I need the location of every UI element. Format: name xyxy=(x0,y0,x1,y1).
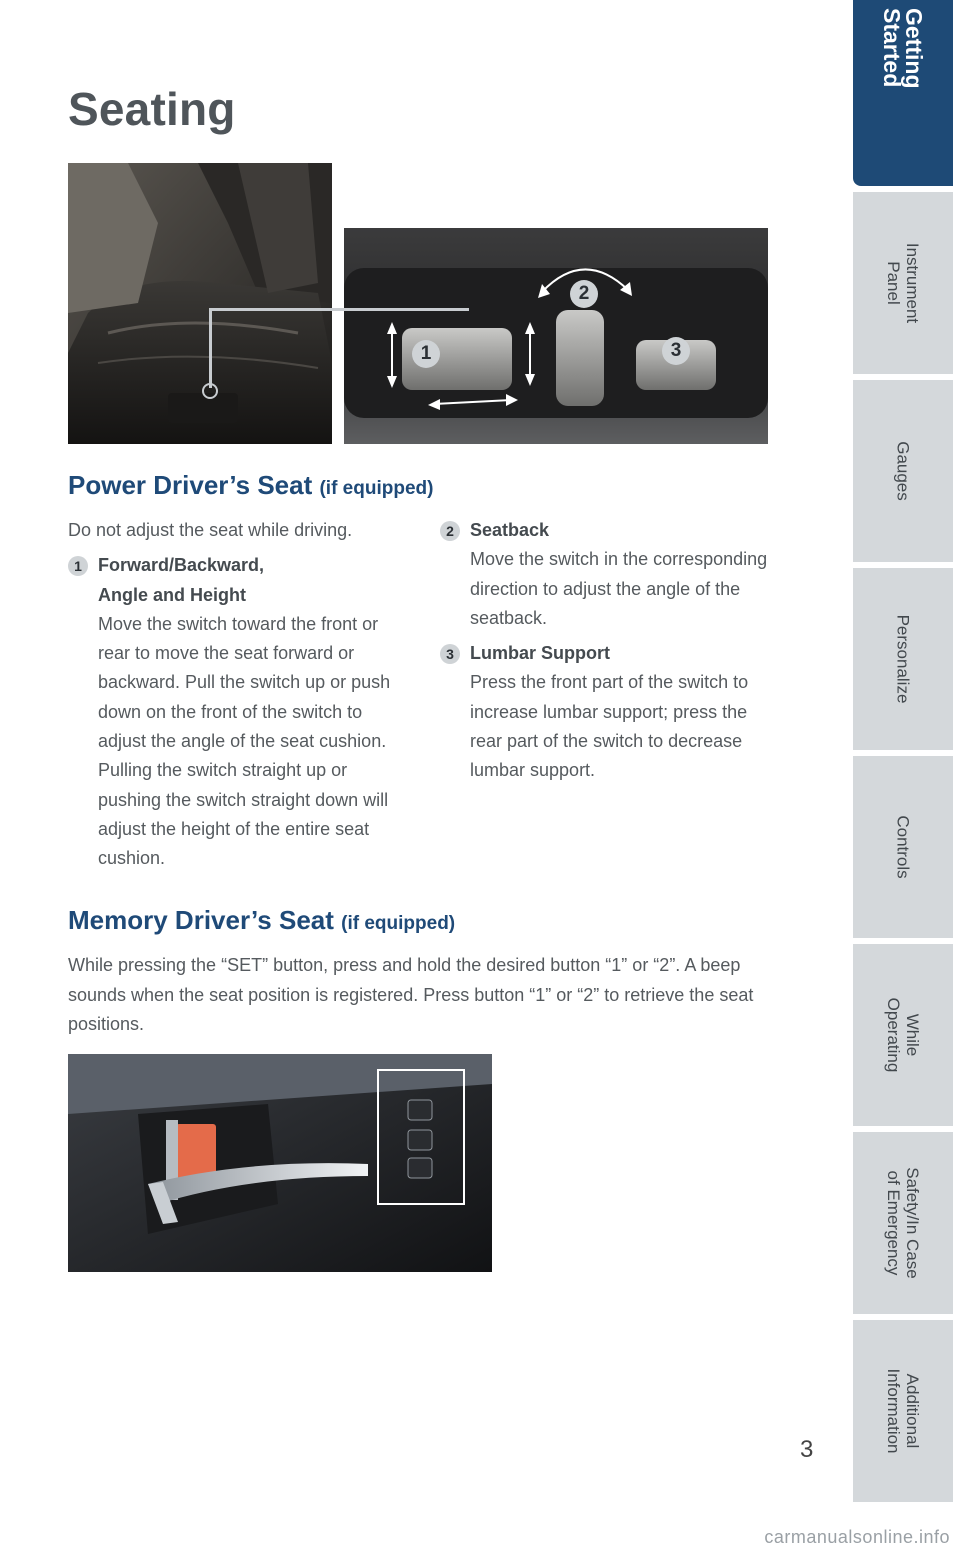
item-text: Press the front part of the switch to increase lumbar support; press the rear part of the switch to decrease lumbar support. xyxy=(470,672,749,781)
tab-while-operating[interactable] xyxy=(853,944,953,1126)
driver-seat-photo xyxy=(68,163,332,444)
item-title: Lumbar Support xyxy=(470,643,610,664)
item-number-2: 2 xyxy=(440,521,460,541)
door-memory-buttons-photo xyxy=(68,1054,492,1272)
memory-seat-heading xyxy=(68,905,455,936)
memory-seat-text: While pressing the “SET” button, press and hold the desired button “1” or “2”. A beep sounds when the seat position is registered. Press button “1” or “2” to retrieve the seat positions. xyxy=(68,955,754,1034)
tab-personalize[interactable] xyxy=(853,568,953,750)
callout-badge-1: 1 xyxy=(412,340,440,368)
page-number: 3 xyxy=(800,1436,814,1463)
tab-additional-information[interactable] xyxy=(853,1320,953,1502)
callout-badge-2: 2 xyxy=(570,280,598,308)
power-seat-right-column xyxy=(440,516,770,792)
callout-badge-3: 3 xyxy=(662,337,690,365)
tab-controls[interactable] xyxy=(853,756,953,938)
item-text: Move the switch toward the front or rear to move the seat forward or backward. Pull the switch up or push down on the front of the switch to adjust the angle of the seat cushion. Pulling the switch straight up or pushing the switch straight down will adjust the height of the entire seat cushion. xyxy=(98,613,391,869)
tab-label: While Operating xyxy=(884,997,922,1073)
memory-seat-heading-text: Memory Driver’s Seat xyxy=(68,905,334,935)
item-number-3: 3 xyxy=(440,644,460,664)
tab-safety-emergency[interactable] xyxy=(853,1132,953,1314)
item-number-1: 1 xyxy=(68,556,88,576)
callout-line xyxy=(209,308,212,388)
seat-switch-photo xyxy=(344,228,768,444)
memory-seat-heading-note: (if equipped) xyxy=(341,913,456,934)
power-seat-item-2 xyxy=(440,516,770,633)
tab-label: Controls xyxy=(893,815,913,879)
callout-dot xyxy=(202,383,218,399)
tab-label: Safety/In Case of Emergency xyxy=(884,1167,922,1279)
power-seat-heading xyxy=(68,470,433,501)
tab-label: Gauges xyxy=(893,441,913,501)
watermark: carmanualsonline.info xyxy=(764,1527,950,1547)
tab-label: Instrument Panel xyxy=(884,242,922,324)
tab-getting-started[interactable] xyxy=(853,0,953,186)
tab-label: Getting Started xyxy=(879,8,927,89)
item-title: Seatback xyxy=(470,520,550,540)
item-text: Move the switch in the corresponding direction to adjust the angle of the seatback. xyxy=(470,549,768,628)
item-title: Forward/Backward, Angle and Height xyxy=(98,555,265,605)
power-seat-left-column xyxy=(68,516,413,880)
power-seat-item-1 xyxy=(68,551,413,873)
tab-instrument-panel[interactable] xyxy=(853,192,953,374)
page-title: Seating xyxy=(68,83,236,135)
power-seat-heading-note: (if equipped) xyxy=(319,478,434,499)
tab-label: Personalize xyxy=(893,614,913,704)
power-seat-item-3 xyxy=(440,639,770,785)
power-seat-heading-text: Power Driver’s Seat xyxy=(68,470,313,500)
callout-line xyxy=(209,308,469,311)
power-seat-intro: Do not adjust the seat while driving. xyxy=(68,520,353,540)
tab-label: Additional Information xyxy=(884,1368,922,1454)
tab-gauges[interactable] xyxy=(853,380,953,562)
